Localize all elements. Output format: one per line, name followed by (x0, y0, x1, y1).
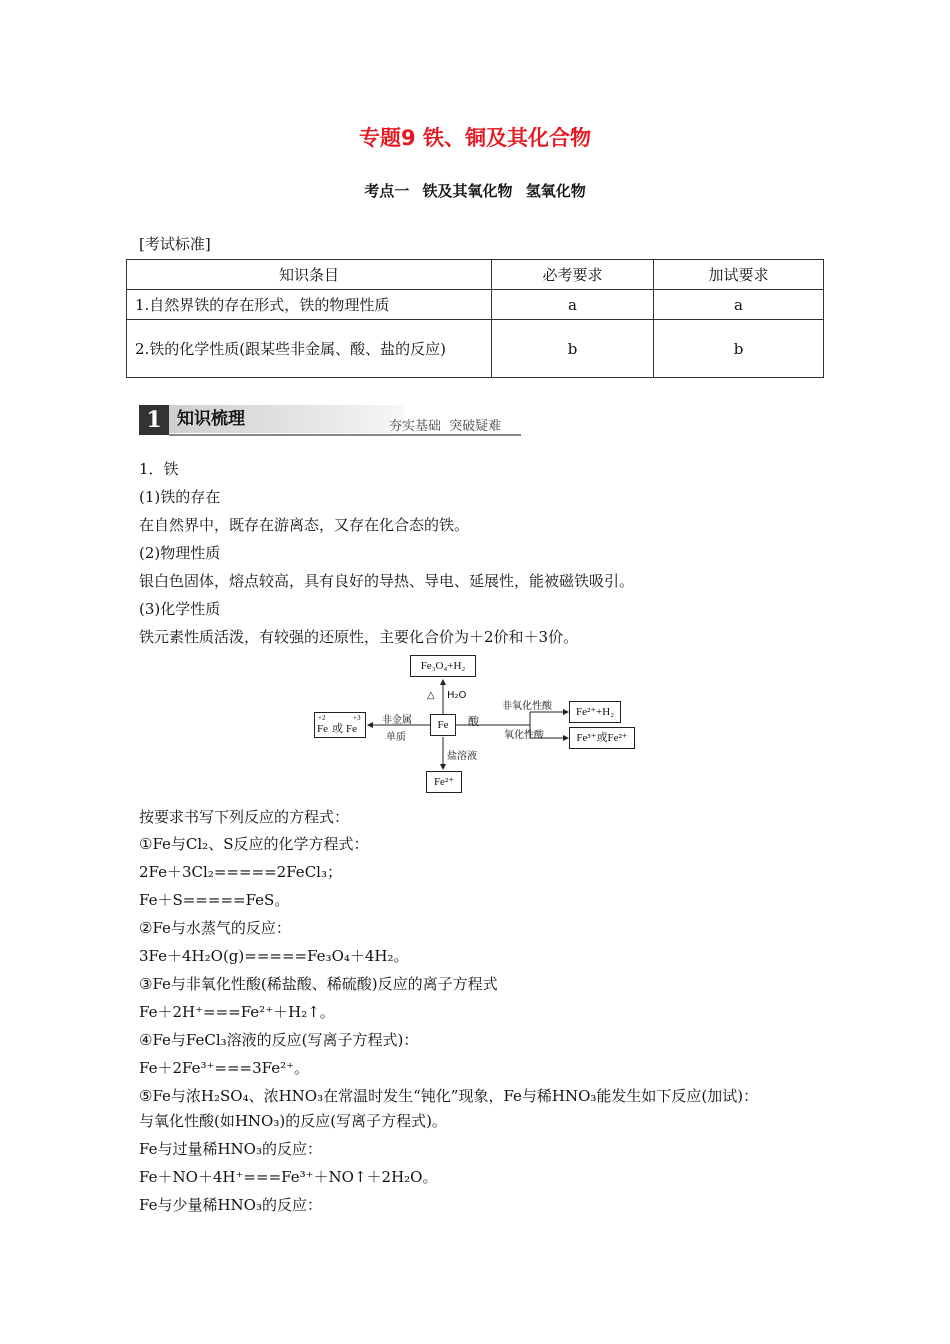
equation: Fe＋2H⁺===Fe²⁺＋H₂↑。 (139, 1003, 335, 1021)
standards-label: [考试标准] (139, 235, 211, 253)
iron-reaction-diagram (312, 652, 642, 797)
center-fe-box: Fe (430, 714, 456, 736)
question: ①Fe与Cl₂、S反应的化学方程式： (139, 835, 369, 853)
right-label: 酸 (468, 715, 479, 728)
paragraph: 在自然界中，既存在游离态，又存在化合态的铁。 (139, 516, 470, 534)
subsection-heading: (1)铁的存在 (139, 488, 221, 506)
down-label: 盐溶液 (447, 751, 477, 762)
left-label-top: 非金属 (382, 715, 412, 726)
subsection-heading: (2)物理性质 (139, 544, 221, 562)
standards-table (126, 259, 824, 378)
subsection-heading: (3)化学性质 (139, 600, 221, 618)
banner-heading: 知识梳理 (169, 405, 404, 433)
table-row (127, 290, 824, 320)
left-fe-b: Fe (346, 723, 357, 735)
question: ②Fe与水蒸气的反应： (139, 919, 291, 937)
paragraph: 与氧化性酸(如HNO₃)的反应(写离子方程式)。 (139, 1112, 447, 1130)
equation: Fe＋S=====FeS。 (139, 891, 290, 909)
banner-tagline: 夯实基础 突破疑难 (389, 419, 502, 434)
branch-top-label: 非氧化性酸 (502, 701, 552, 712)
product-bottom-box: Fe²⁺ (426, 771, 462, 793)
left-oxidation-box (314, 712, 366, 738)
product-r1-box: Fe²⁺+H₂ (569, 701, 621, 723)
table-header-extra: 加试要求 (654, 260, 824, 290)
section-heading: 1．铁 (139, 460, 179, 478)
section-subtitle: 考点一 铁及其氧化物 氢氧化物 (364, 182, 586, 200)
equation: 2Fe＋3Cl₂=====2FeCl₃； (139, 863, 342, 881)
paragraph: 银白色固体，熔点较高，具有良好的导热、导电、延展性，能被磁铁吸引。 (139, 572, 635, 590)
table-cell-extra: a (654, 290, 824, 320)
question: ④Fe与FeCl₃溶液的反应(写离子方程式)： (139, 1031, 419, 1049)
question: ⑤Fe与浓H₂SO₄、浓HNO₃在常温时发生“钝化”现象，Fe与稀HNO₃能发生如下反应(加试)： (139, 1087, 759, 1105)
up-label-heat: △ (427, 690, 435, 701)
equation: Fe＋NO＋4H⁺===Fe³⁺＋NO↑＋2H₂O。 (139, 1168, 438, 1186)
product-r2-box: Fe³⁺或Fe²⁺ (569, 727, 635, 749)
left-label-bottom: 单质 (386, 732, 406, 743)
banner-number: 1 (139, 405, 169, 435)
table-cell-required: a (492, 290, 654, 320)
up-label-water: H₂O (447, 690, 467, 701)
banner-rule (169, 434, 521, 436)
paragraph: Fe与少量稀HNO₃的反应： (139, 1196, 322, 1214)
table-cell-extra: b (654, 320, 824, 378)
table-row (127, 320, 824, 378)
page-title: 专题9 铁、铜及其化合物 (359, 126, 591, 150)
left-or: 或 (332, 723, 343, 735)
table-cell-item: 2.铁的化学性质(跟某些非金属、酸、盐的反应) (127, 320, 492, 378)
paragraph: 铁元素性质活泼，有较强的还原性，主要化合价为＋2价和＋3价。 (139, 628, 579, 646)
table-header-row (127, 260, 824, 290)
left-fe-a: Fe (317, 723, 328, 735)
oxidation-state-a: +2 (318, 714, 326, 722)
table-header-required: 必考要求 (492, 260, 654, 290)
paragraph: 按要求书写下列反应的方程式： (139, 808, 350, 826)
equation: Fe＋2Fe³⁺===3Fe²⁺。 (139, 1059, 310, 1077)
equation: 3Fe＋4H₂O(g)=====Fe₃O₄＋4H₂。 (139, 947, 409, 965)
question: ③Fe与非氧化性酸(稀盐酸、稀硫酸)反应的离子方程式 (139, 975, 498, 993)
table-cell-item: 1.自然界铁的存在形式，铁的物理性质 (127, 290, 492, 320)
oxidation-state-b: +3 (353, 714, 361, 722)
branch-bottom-label: 氧化性酸 (504, 730, 544, 741)
paragraph: Fe与过量稀HNO₃的反应： (139, 1140, 322, 1158)
knowledge-banner (139, 405, 521, 435)
table-header-item: 知识条目 (127, 260, 492, 290)
product-top-box: Fe₃O₄+H₂ (410, 655, 476, 677)
table-cell-required: b (492, 320, 654, 378)
